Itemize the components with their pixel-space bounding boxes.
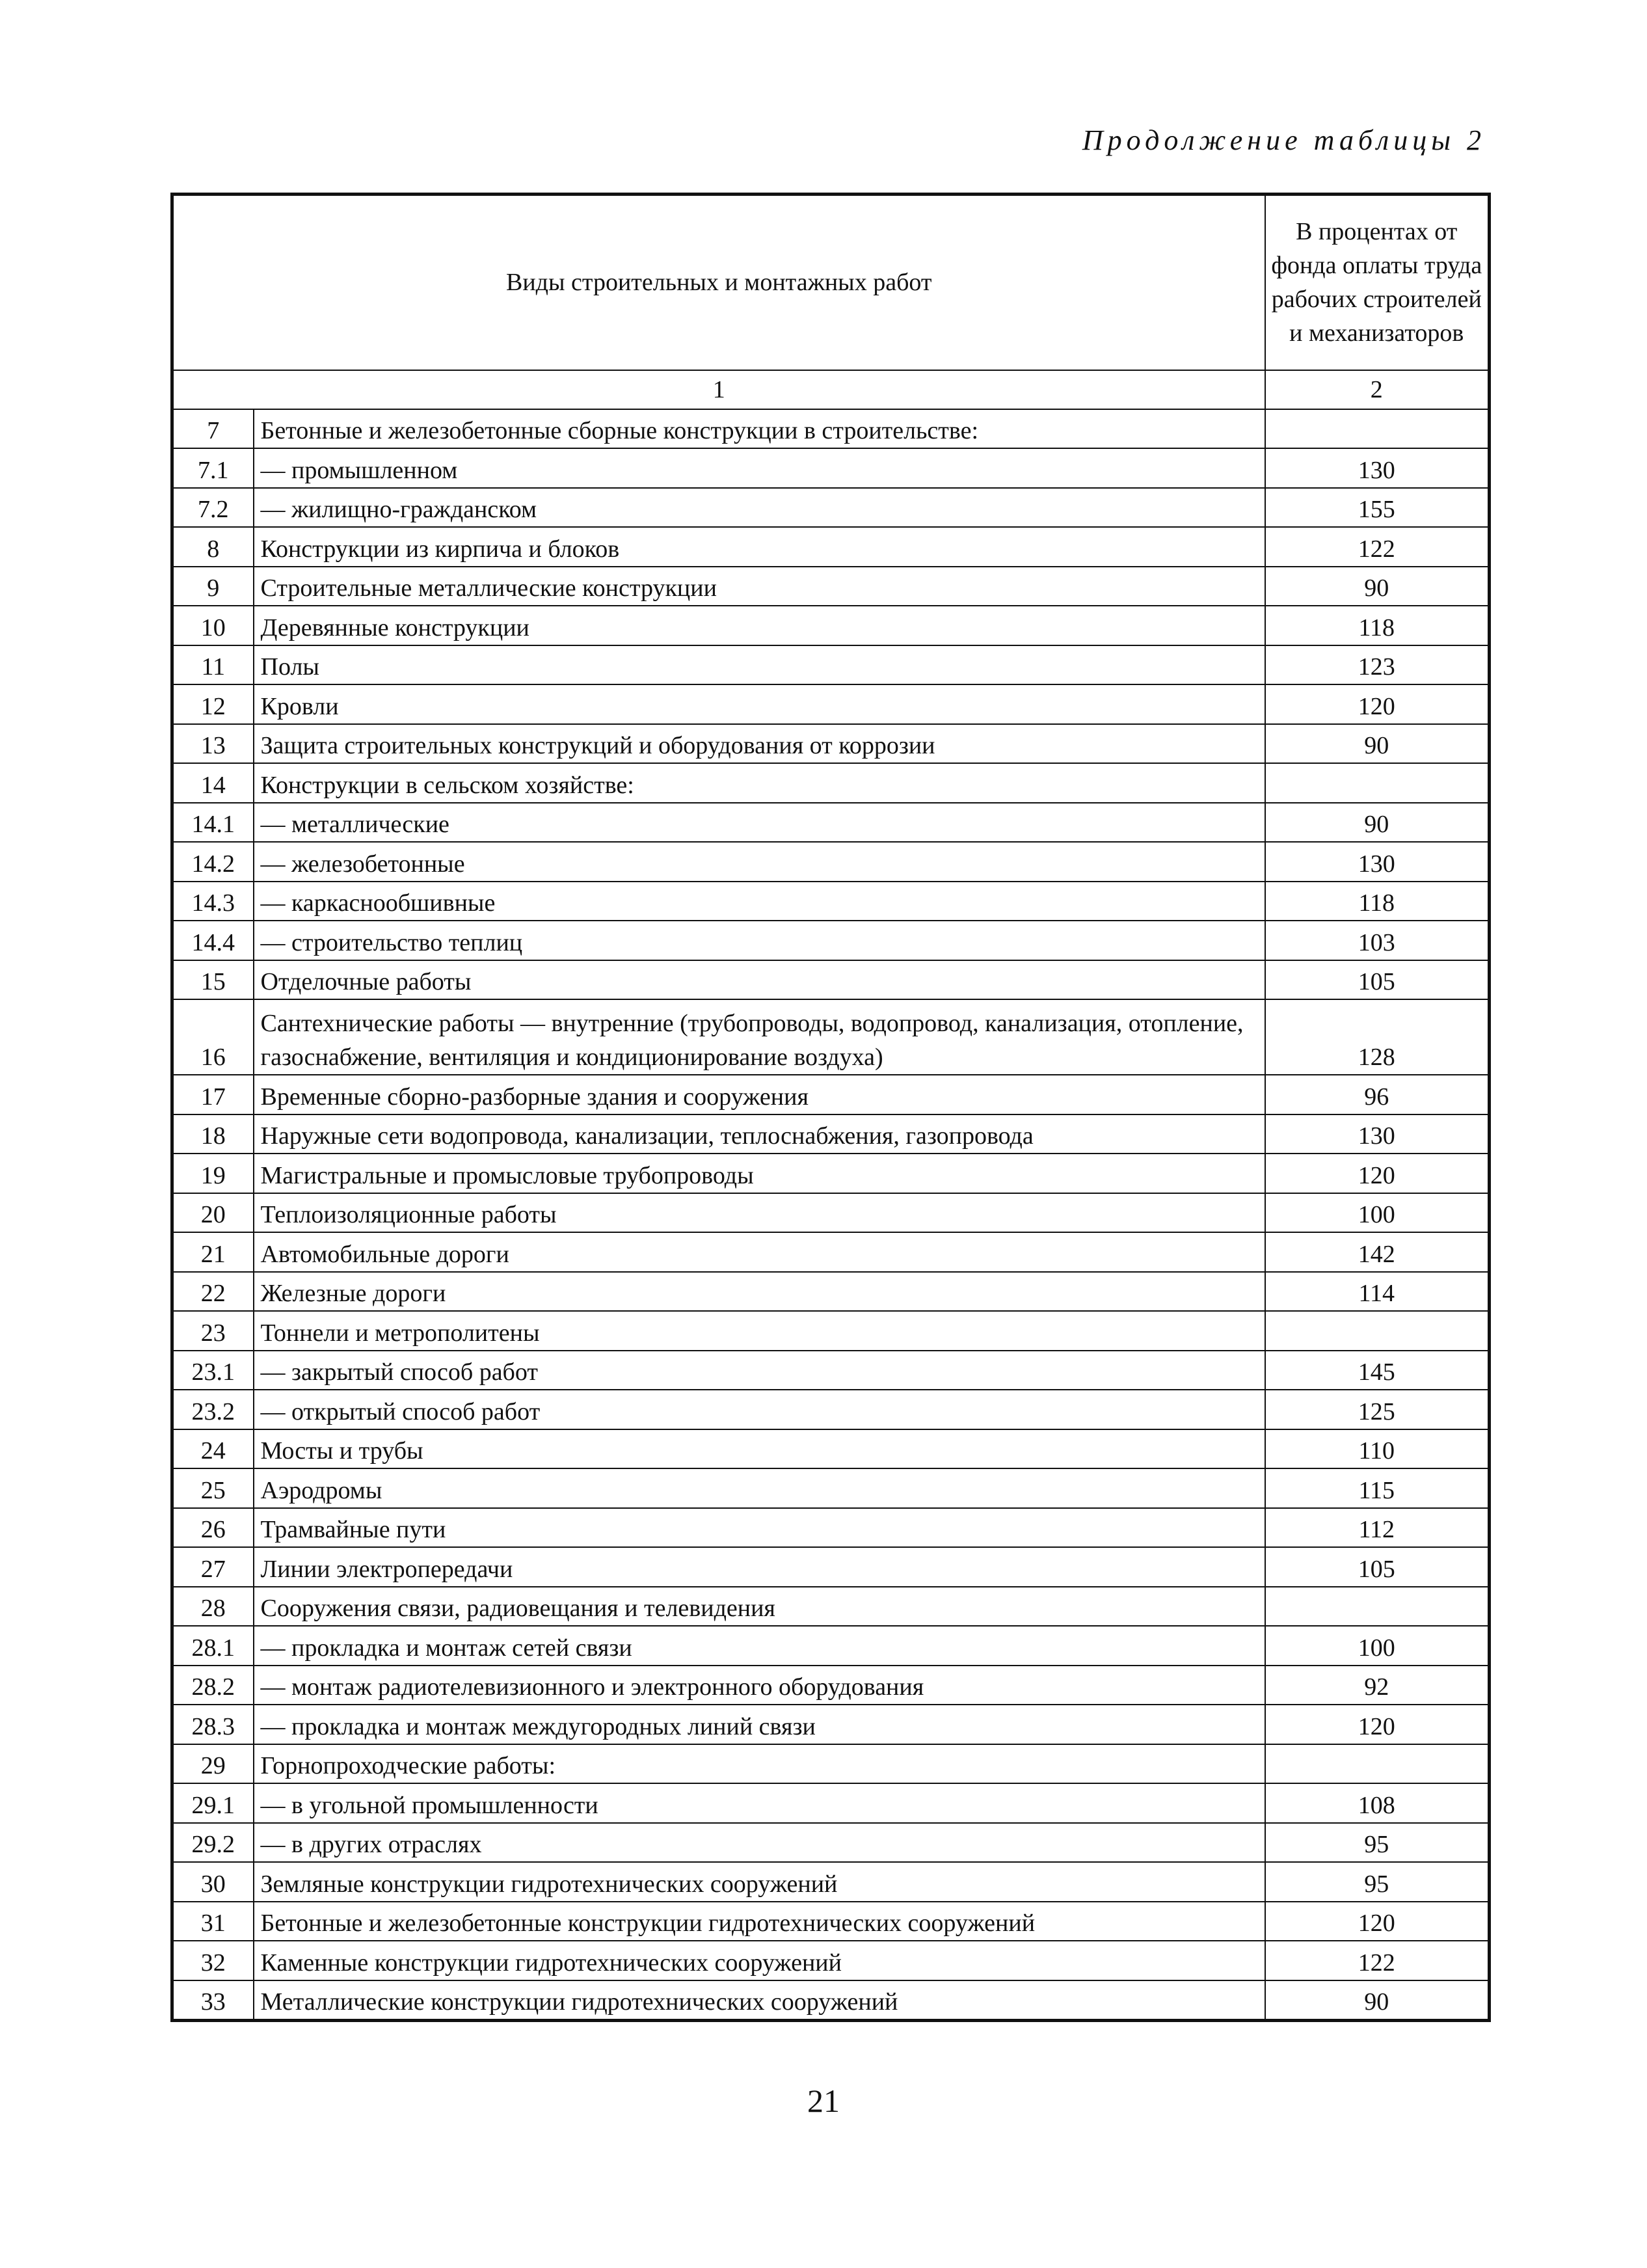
table-row	[172, 448, 1490, 488]
row-work-type: Сооружения связи, радиовещания и телевидения	[254, 1587, 1265, 1627]
table-row	[172, 1154, 1490, 1193]
row-percent: 120	[1265, 1902, 1490, 1941]
row-number: 16	[172, 999, 254, 1075]
row-number: 28.2	[172, 1666, 254, 1705]
row-work-type: — монтаж радиотелевизионного и электронного оборудования	[254, 1666, 1265, 1705]
row-number: 29	[172, 1744, 254, 1784]
row-percent: 103	[1265, 921, 1490, 960]
table-row	[172, 527, 1490, 567]
table-row	[172, 684, 1490, 724]
row-percent: 122	[1265, 1941, 1490, 1980]
table-row	[172, 567, 1490, 606]
row-percent: 96	[1265, 1075, 1490, 1114]
table-row	[172, 1705, 1490, 1744]
table-row	[172, 1232, 1490, 1272]
table-row	[172, 882, 1490, 921]
row-percent: 120	[1265, 1154, 1490, 1193]
row-percent: 145	[1265, 1351, 1490, 1390]
row-work-type: Конструкции из кирпича и блоков	[254, 527, 1265, 567]
row-work-type: Конструкции в сельском хозяйстве:	[254, 763, 1265, 803]
table-row	[172, 1075, 1490, 1114]
table-row	[172, 1193, 1490, 1233]
row-percent	[1265, 409, 1490, 449]
row-percent: 120	[1265, 1705, 1490, 1744]
table-row	[172, 1587, 1490, 1627]
row-percent: 95	[1265, 1823, 1490, 1863]
row-percent: 100	[1265, 1193, 1490, 1233]
row-number: 7	[172, 409, 254, 449]
header-index-2: 2	[1265, 370, 1490, 409]
row-number: 14	[172, 763, 254, 803]
header-work-types: Виды строительных и монтажных работ	[172, 195, 1265, 370]
row-work-type: — промышленном	[254, 448, 1265, 488]
row-work-type: Мосты и трубы	[254, 1429, 1265, 1469]
row-number: 25	[172, 1468, 254, 1508]
row-number: 23.1	[172, 1351, 254, 1390]
row-number: 10	[172, 606, 254, 645]
row-number: 14.4	[172, 921, 254, 960]
row-number: 13	[172, 724, 254, 764]
row-number: 18	[172, 1114, 254, 1154]
row-number: 32	[172, 1941, 254, 1980]
table-row	[172, 1941, 1490, 1980]
row-percent: 123	[1265, 645, 1490, 685]
table-row	[172, 1547, 1490, 1587]
table-row	[172, 1744, 1490, 1784]
table-row	[172, 1311, 1490, 1351]
row-number: 24	[172, 1429, 254, 1469]
row-percent: 92	[1265, 1666, 1490, 1705]
row-number: 33	[172, 1980, 254, 2021]
table-row	[172, 921, 1490, 960]
row-number: 12	[172, 684, 254, 724]
row-work-type: Деревянные конструкции	[254, 606, 1265, 645]
table-row	[172, 724, 1490, 764]
row-work-type: — прокладка и монтаж междугородных линий связи	[254, 1705, 1265, 1744]
table-row	[172, 1468, 1490, 1508]
table-row	[172, 1823, 1490, 1863]
row-work-type: Автомобильные дороги	[254, 1232, 1265, 1272]
row-number: 21	[172, 1232, 254, 1272]
row-work-type: Отделочные работы	[254, 960, 1265, 1000]
row-work-type: — закрытый способ работ	[254, 1351, 1265, 1390]
row-number: 31	[172, 1902, 254, 1941]
row-percent: 90	[1265, 1980, 1490, 2021]
row-percent	[1265, 1311, 1490, 1351]
row-work-type: — жилищно-гражданском	[254, 488, 1265, 528]
row-work-type: Бетонные и железобетонные конструкции гидротехнических сооружений	[254, 1902, 1265, 1941]
table-row	[172, 1902, 1490, 1941]
row-number: 22	[172, 1272, 254, 1312]
table-row	[172, 1666, 1490, 1705]
row-percent	[1265, 1587, 1490, 1627]
row-work-type: Железные дороги	[254, 1272, 1265, 1312]
row-percent: 118	[1265, 606, 1490, 645]
row-percent: 120	[1265, 684, 1490, 724]
row-number: 23.2	[172, 1390, 254, 1429]
row-work-type: — каркаснообшивные	[254, 882, 1265, 921]
table-caption: Продолжение таблицы 2	[1082, 124, 1486, 156]
row-number: 7.2	[172, 488, 254, 528]
table-row	[172, 1980, 1490, 2021]
table-row	[172, 409, 1490, 449]
row-percent: 130	[1265, 448, 1490, 488]
row-work-type: Линии электропередачи	[254, 1547, 1265, 1587]
row-work-type: Временные сборно-разборные здания и сооружения	[254, 1075, 1265, 1114]
row-number: 28	[172, 1587, 254, 1627]
table-row	[172, 1862, 1490, 1902]
table-row	[172, 999, 1490, 1075]
row-percent: 130	[1265, 842, 1490, 882]
row-percent: 90	[1265, 724, 1490, 764]
row-percent: 130	[1265, 1114, 1490, 1154]
row-work-type: Полы	[254, 645, 1265, 685]
row-percent: 112	[1265, 1508, 1490, 1548]
row-work-type: Горнопроходческие работы:	[254, 1744, 1265, 1784]
row-number: 28.1	[172, 1626, 254, 1666]
row-number: 17	[172, 1075, 254, 1114]
row-work-type: Наружные сети водопровода, канализации, теплоснабжения, газопровода	[254, 1114, 1265, 1154]
table-row	[172, 763, 1490, 803]
table-row	[172, 1114, 1490, 1154]
row-work-type: Теплоизоляционные работы	[254, 1193, 1265, 1233]
row-percent: 125	[1265, 1390, 1490, 1429]
page-number: 21	[807, 2083, 840, 2119]
row-number: 26	[172, 1508, 254, 1548]
row-number: 29.1	[172, 1783, 254, 1823]
row-percent: 110	[1265, 1429, 1490, 1469]
row-number: 30	[172, 1862, 254, 1902]
table-row	[172, 842, 1490, 882]
row-work-type: — строительство теплиц	[254, 921, 1265, 960]
row-work-type: — железобетонные	[254, 842, 1265, 882]
works-table	[170, 193, 1491, 2022]
row-work-type: Защита строительных конструкций и оборудования от коррозии	[254, 724, 1265, 764]
row-percent: 128	[1265, 999, 1490, 1075]
row-percent: 105	[1265, 1547, 1490, 1587]
row-percent: 118	[1265, 882, 1490, 921]
row-work-type: Магистральные и промысловые трубопроводы	[254, 1154, 1265, 1193]
header-percent: В процентах от фонда оплаты труда рабочих строителей и механизаторов	[1265, 195, 1490, 370]
row-number: 15	[172, 960, 254, 1000]
table-row	[172, 1508, 1490, 1548]
row-percent: 90	[1265, 567, 1490, 606]
table-row	[172, 488, 1490, 528]
row-percent: 142	[1265, 1232, 1490, 1272]
row-number: 14.2	[172, 842, 254, 882]
row-number: 7.1	[172, 448, 254, 488]
row-percent: 155	[1265, 488, 1490, 528]
row-number: 23	[172, 1311, 254, 1351]
row-work-type: Кровли	[254, 684, 1265, 724]
table-row	[172, 803, 1490, 843]
row-percent: 95	[1265, 1862, 1490, 1902]
row-percent	[1265, 1744, 1490, 1784]
row-work-type: Строительные металлические конструкции	[254, 567, 1265, 606]
row-work-type: — в других отраслях	[254, 1823, 1265, 1863]
row-work-type: Металлические конструкции гидротехнических сооружений	[254, 1980, 1265, 2021]
row-work-type: Земляные конструкции гидротехнических сооружений	[254, 1862, 1265, 1902]
row-number: 14.3	[172, 882, 254, 921]
row-number: 27	[172, 1547, 254, 1587]
row-percent: 108	[1265, 1783, 1490, 1823]
row-percent: 100	[1265, 1626, 1490, 1666]
table-row	[172, 1272, 1490, 1312]
row-number: 29.2	[172, 1823, 254, 1863]
row-work-type: — открытый способ работ	[254, 1390, 1265, 1429]
row-work-type: Тоннели и метрополитены	[254, 1311, 1265, 1351]
table-row	[172, 645, 1490, 685]
row-work-type: Бетонные и железобетонные сборные конструкции в строительстве:	[254, 409, 1265, 449]
row-number: 8	[172, 527, 254, 567]
row-percent: 105	[1265, 960, 1490, 1000]
table-row	[172, 1351, 1490, 1390]
row-number: 20	[172, 1193, 254, 1233]
row-work-type: Сантехнические работы — внутренние (трубопроводы, водопровод, канализация, отопление, газоснабжение, вентиляция и кондиционирование воздуха)	[254, 999, 1265, 1075]
row-work-type: — металлические	[254, 803, 1265, 843]
row-percent: 90	[1265, 803, 1490, 843]
table-row	[172, 606, 1490, 645]
row-number: 28.3	[172, 1705, 254, 1744]
row-work-type: — в угольной промышленности	[254, 1783, 1265, 1823]
row-work-type: Трамвайные пути	[254, 1508, 1265, 1548]
row-number: 14.1	[172, 803, 254, 843]
row-number: 19	[172, 1154, 254, 1193]
row-percent	[1265, 763, 1490, 803]
row-number: 11	[172, 645, 254, 685]
row-percent: 115	[1265, 1468, 1490, 1508]
row-work-type: — прокладка и монтаж сетей связи	[254, 1626, 1265, 1666]
table-row	[172, 1390, 1490, 1429]
table-body	[172, 409, 1490, 2021]
header-index-1: 1	[172, 370, 1265, 409]
row-work-type: Аэродромы	[254, 1468, 1265, 1508]
row-percent: 114	[1265, 1272, 1490, 1312]
table-row	[172, 1783, 1490, 1823]
row-number: 9	[172, 567, 254, 606]
table-row	[172, 1626, 1490, 1666]
row-work-type: Каменные конструкции гидротехнических сооружений	[254, 1941, 1265, 1980]
table-row	[172, 960, 1490, 1000]
row-percent: 122	[1265, 527, 1490, 567]
table-row	[172, 1429, 1490, 1469]
